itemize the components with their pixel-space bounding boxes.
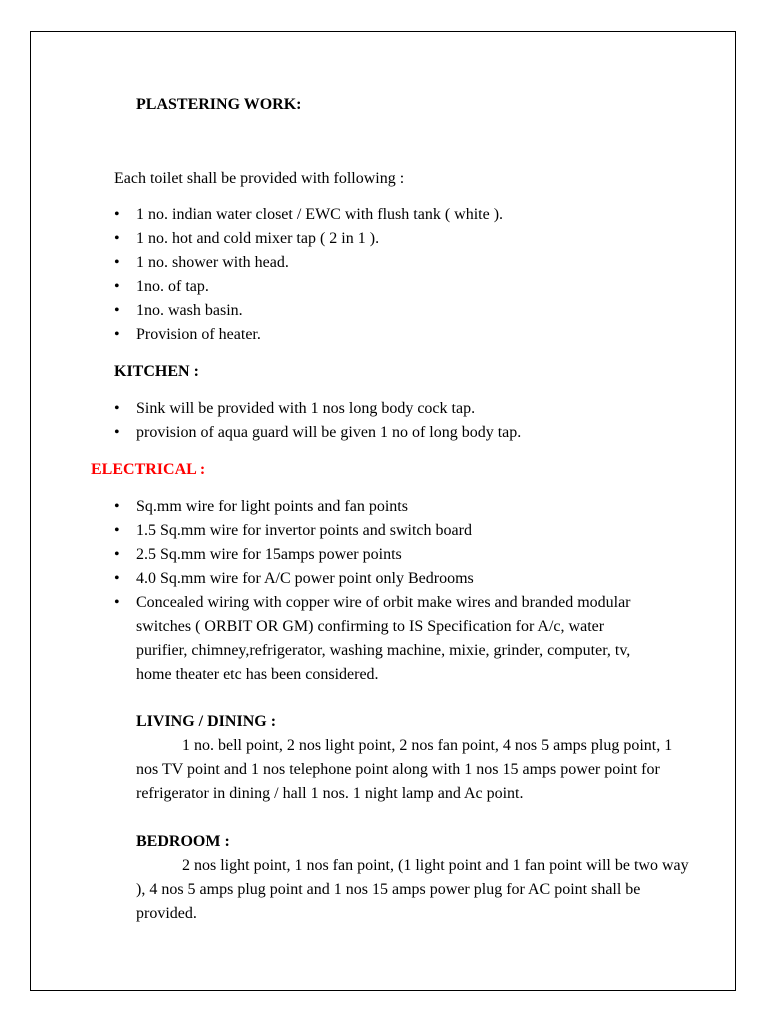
list-item: • Provision of heater. bbox=[114, 323, 503, 347]
kitchen-list bbox=[114, 397, 521, 445]
list-item: • Sink will be provided with 1 nos long body cock tap. bbox=[114, 397, 521, 421]
list-item: • 4.0 Sq.mm wire for A/C power point only Bedrooms bbox=[114, 567, 656, 591]
list-item: • Concealed wiring with copper wire of orbit make wires and branded modular switches ( ORBIT OR GM) confirming to IS Specification for A/c, water purifier, chimney,refrigerator, washing machine, mixie, grinder, computer, tv, home theater etc has been considered. bbox=[114, 591, 656, 687]
list-item: • 1 no. indian water closet / EWC with flush tank ( white ). bbox=[114, 203, 503, 227]
list-item: • 1no. wash basin. bbox=[114, 299, 503, 323]
kitchen-heading: KITCHEN : bbox=[114, 363, 199, 380]
list-item: • 1.5 Sq.mm wire for invertor points and switch board bbox=[114, 519, 656, 543]
list-item: • Sq.mm wire for light points and fan points bbox=[114, 495, 656, 519]
toilet-list bbox=[114, 203, 503, 347]
document-page bbox=[30, 31, 736, 991]
living-text: 1 no. bell point, 2 nos light point, 2 nos fan point, 4 nos 5 amps plug point, 1 nos TV point and 1 nos telephone point along with 1 nos 15 amps power point for refrigerator in dining / hall 1 nos. 1 night lamp and Ac point. bbox=[136, 737, 673, 802]
living-heading: LIVING / DINING : bbox=[136, 713, 277, 730]
plastering-heading: PLASTERING WORK: bbox=[136, 96, 302, 113]
list-item: • 1 no. hot and cold mixer tap ( 2 in 1 ). bbox=[114, 227, 503, 251]
list-item: • provision of aqua guard will be given 1 no of long body tap. bbox=[114, 421, 521, 445]
list-item: • 2.5 Sq.mm wire for 15amps power points bbox=[114, 543, 656, 567]
list-item: • 1 no. shower with head. bbox=[114, 251, 503, 275]
electrical-list bbox=[114, 495, 656, 687]
bedroom-heading: BEDROOM : bbox=[136, 833, 230, 850]
toilet-intro: Each toilet shall be provided with following : bbox=[114, 170, 405, 187]
bedroom-text: 2 nos light point, 1 nos fan point, (1 light point and 1 fan point will be two way ), 4 nos 5 amps plug point and 1 nos 15 amps power plug for AC point shall be provided. bbox=[136, 857, 689, 922]
electrical-heading: ELECTRICAL : bbox=[91, 461, 206, 478]
list-item: • 1no. of tap. bbox=[114, 275, 503, 299]
